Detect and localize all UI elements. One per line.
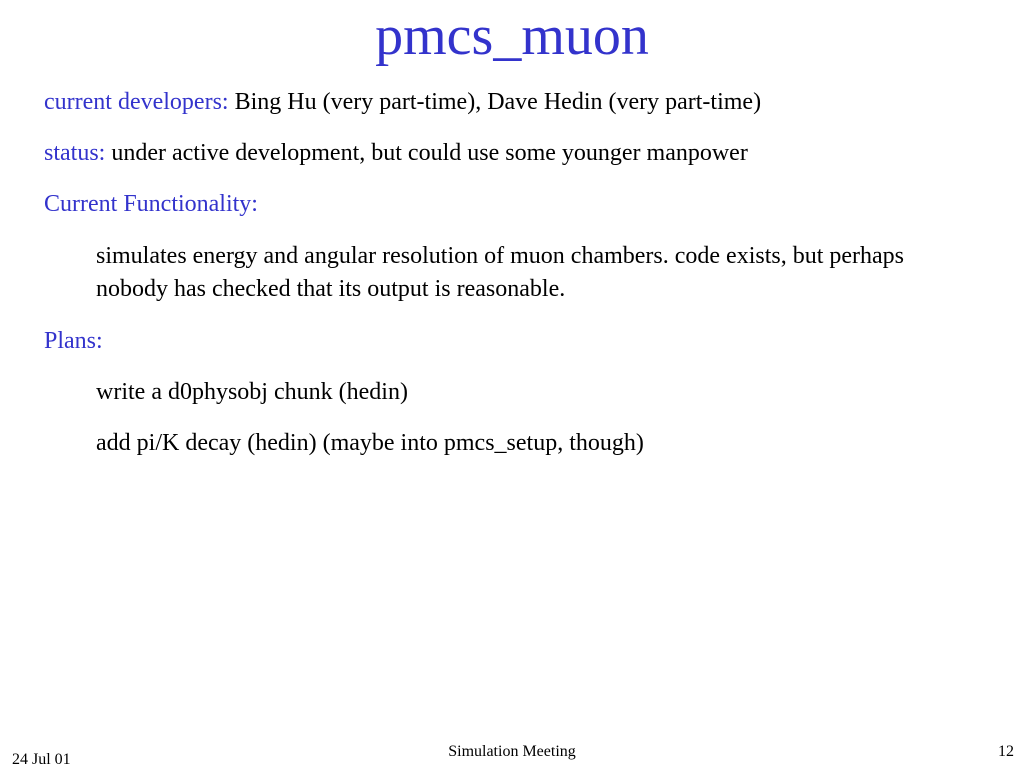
plan-item: write a d0physobj chunk (hedin) <box>96 379 408 405</box>
functionality-text: simulates energy and angular resolution of muon chambers. code exists, but perhaps nobody has checked that its output is reasonable. <box>96 243 905 302</box>
footer-meeting: Simulation Meeting <box>448 743 576 760</box>
footer-date: 24 Jul 01 <box>12 751 71 768</box>
developers-line <box>44 88 761 116</box>
footer-page-number: 12 <box>998 743 1014 760</box>
developers-label: current developers: <box>44 89 229 115</box>
status-line <box>44 139 748 167</box>
status-value: under active development, but could use some younger manpower <box>111 140 748 166</box>
plan-item: add pi/K decay (hedin) (maybe into pmcs_setup, though) <box>96 430 644 456</box>
functionality-heading: Current Functionality: <box>44 191 258 217</box>
slide-title: pmcs_muon <box>375 5 649 67</box>
developers-value: Bing Hu (very part-time), Dave Hedin (very part-time) <box>234 89 762 115</box>
status-label: status: <box>44 140 106 166</box>
plans-heading: Plans: <box>44 328 103 354</box>
